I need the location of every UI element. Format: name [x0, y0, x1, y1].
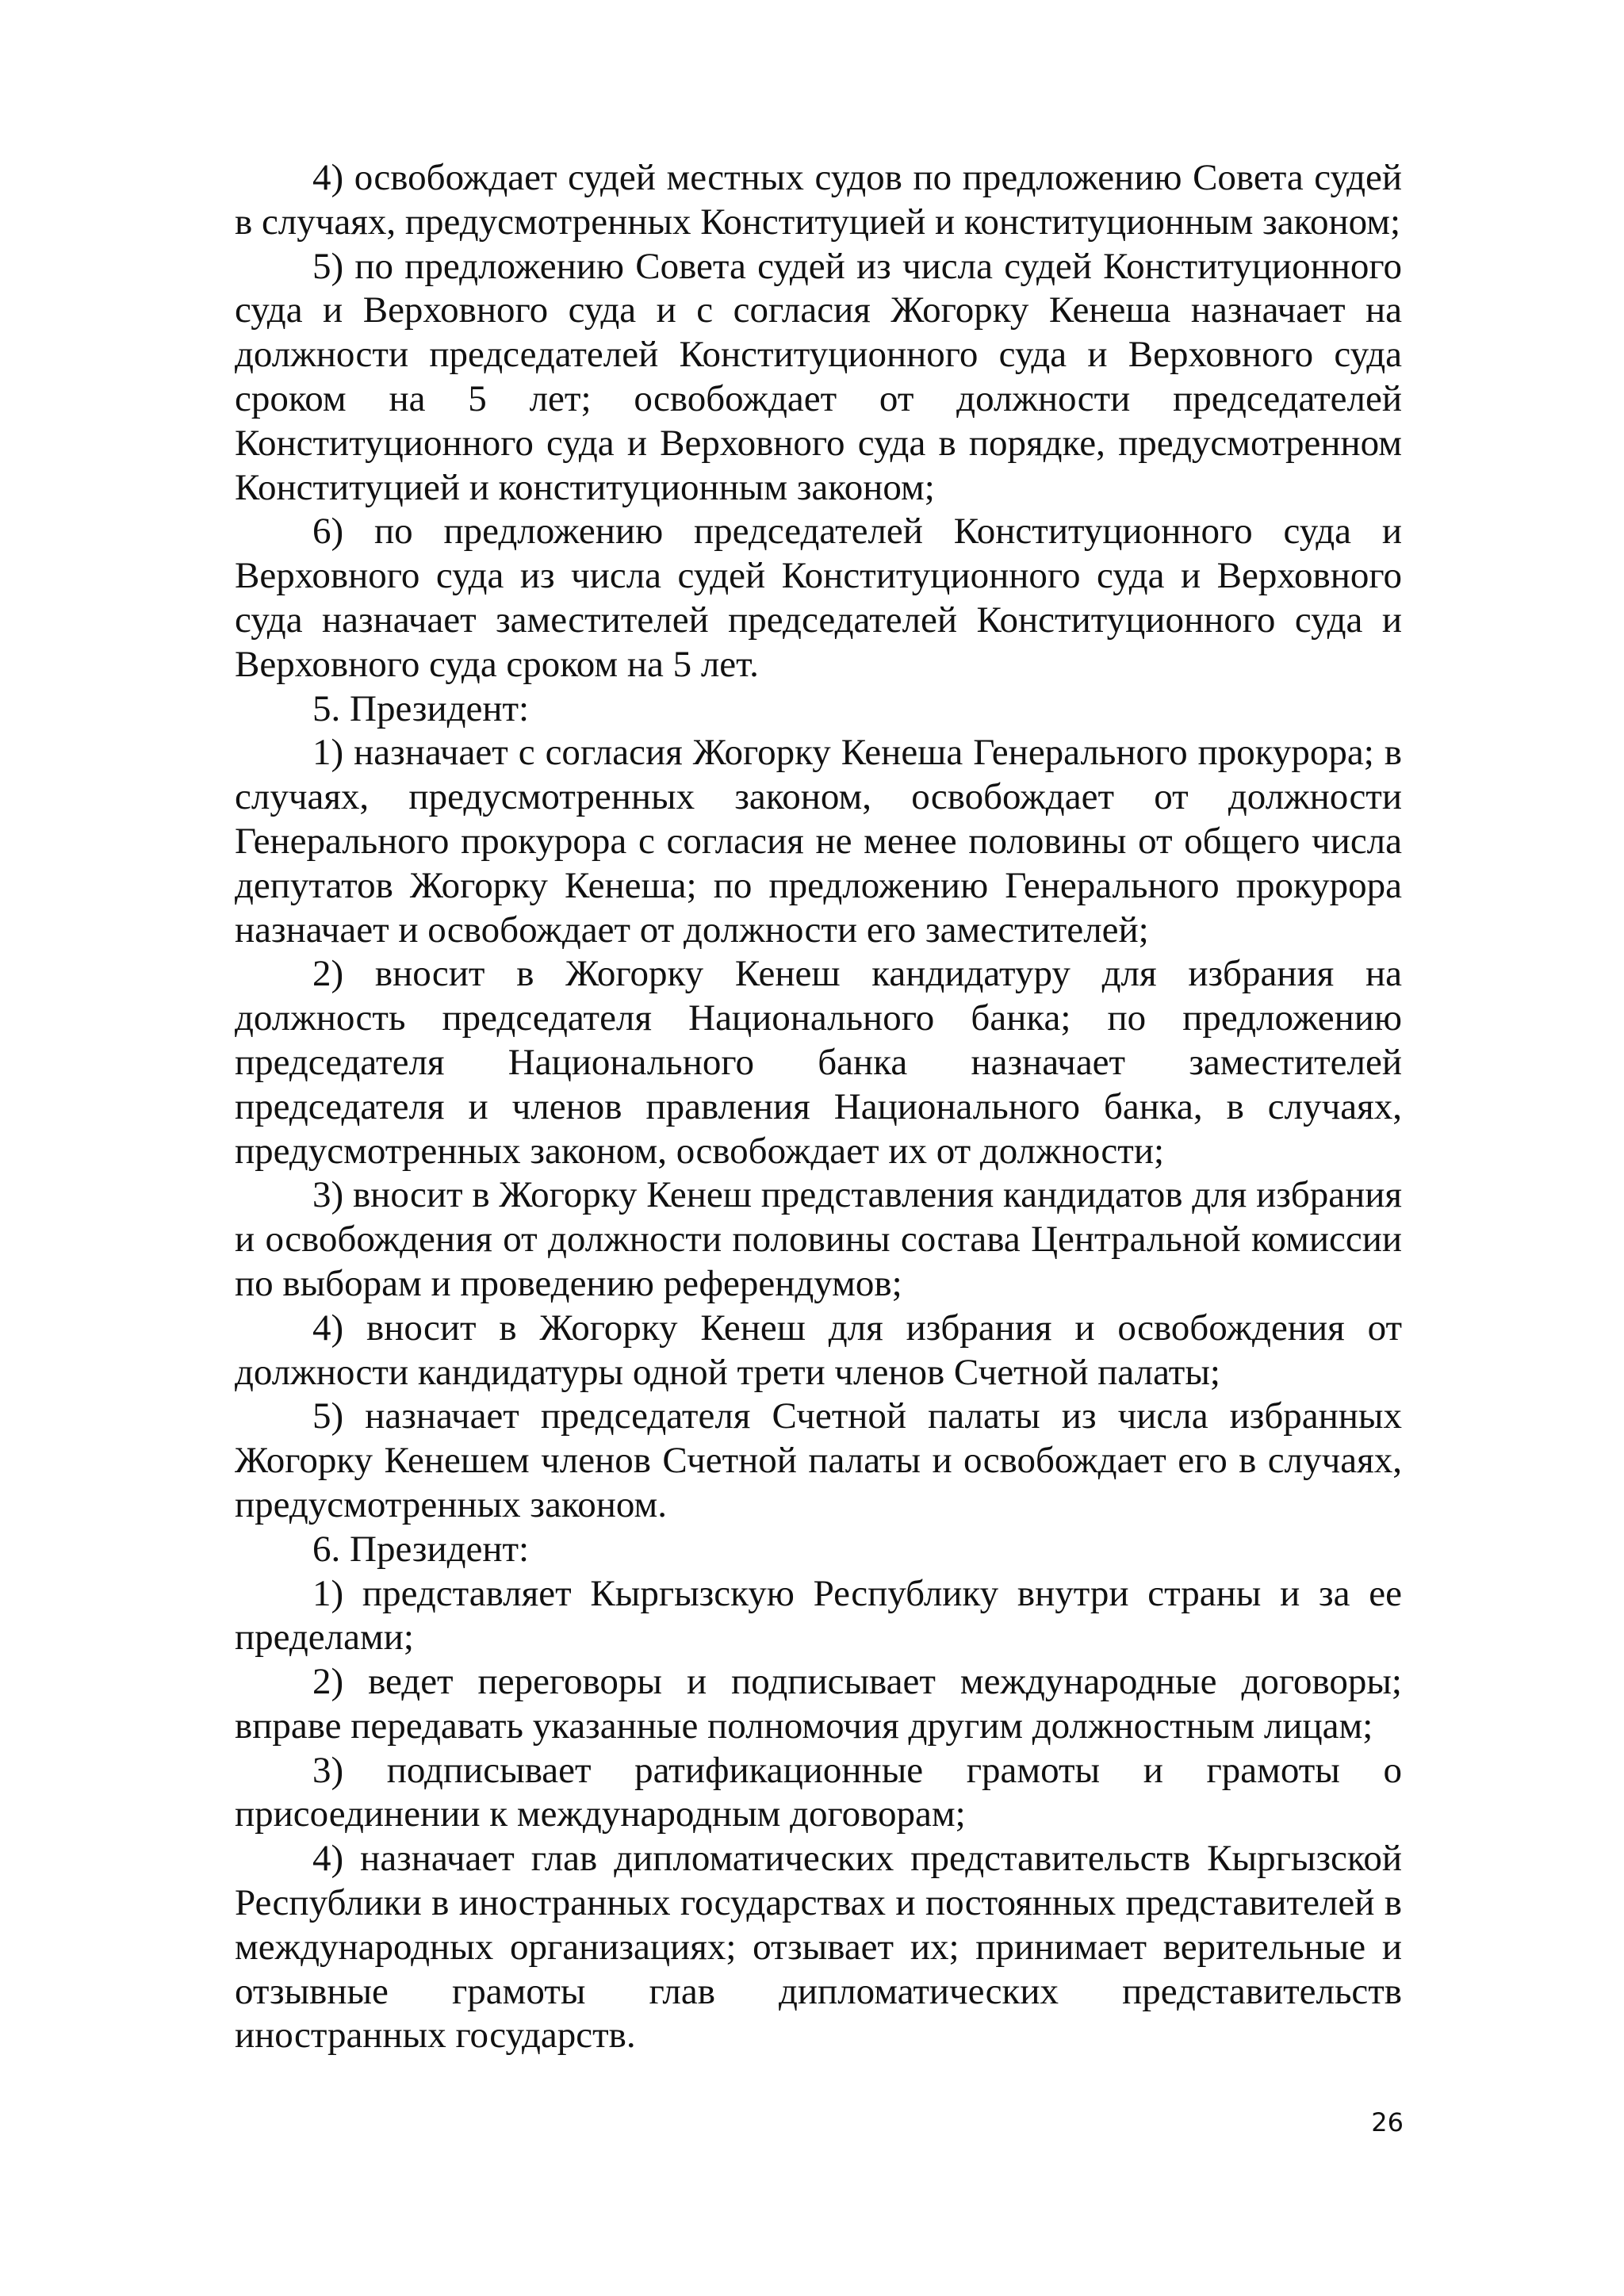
page-number: 26: [1371, 2107, 1404, 2137]
paragraph-3-ratification-instruments: 3) подписывает ратификационные грамоты и грамоты о присоединении к международным договорам;: [235, 1749, 1402, 1835]
paragraph-4-audit-chamber-members: 4) вносит в Жогорку Кенеш для избрания и освобождения от должности кандидатуры одной трети членов Счетной палаты;: [235, 1307, 1402, 1393]
section-6-heading: 6. Президент:: [312, 1528, 530, 1570]
document-body: [235, 156, 1402, 2058]
paragraph-6-appoint-deputy-chairs: 6) по предложению председателей Конституционного суда и Верховного суда из числа судей Конституционного суда и Верховного суда назначает заместителей председателей Конституционного суда и Верховного суда сроком на 5 лет.: [235, 511, 1402, 685]
paragraph-2-national-bank: 2) вносит в Жогорку Кенеш кандидатуру для избрания на должность председателя Национального банка; по предложению председателя Национального банка назначает заместителей председателя и членов правления Национального банка, в случаях, предусмотренных законом, освобождает их от должности;: [235, 953, 1402, 1172]
section-5-heading: 5. Президент:: [312, 687, 530, 729]
paragraph-5-audit-chamber-chair: 5) назначает председателя Счетной палаты из числа избранных Жогорку Кенешем членов Счетной палаты и освобождает его в случаях, предусмотренных законом.: [235, 1395, 1402, 1525]
paragraph-5-appoint-court-chairs: 5) по предложению Совета судей из числа судей Конституционного суда и Верховного суда и с согласия Жогорку Кенеша назначает на должности председателей Конституционного суда и Верховного суда сроком на 5 лет; освобождает от должности председателей Конституционного суда и Верховного суда в порядке, предусмотренном Конституцией и конституционным законом;: [235, 245, 1402, 508]
paragraph-2-negotiations-treaties: 2) ведет переговоры и подписывает международные договоры; вправе передавать указанные полномочия другим должностным лицам;: [235, 1661, 1402, 1747]
paragraph-3-election-commission: 3) вносит в Жогорку Кенеш представления кандидатов для избрания и освобождения от должности половины состава Центральной комиссии по выборам и проведению референдумов;: [235, 1174, 1402, 1304]
paragraph-4-release-local-judges: 4) освобождает судей местных судов по предложению Совета судей в случаях, предусмотренных Конституцией и конституционным законом;: [235, 157, 1402, 243]
paragraph-4-diplomatic-heads: 4) назначает глав дипломатических представительств Кыргызской Республики в иностранных государствах и постоянных представителей в международных организациях; отзывает их; принимает верительные и отзывные грамоты глав дипломатических представительств иностранных государств.: [235, 1838, 1402, 2057]
paragraph-1-represents-republic: 1) представляет Кыргызскую Республику внутри страны и за ее пределами;: [235, 1572, 1402, 1659]
paragraph-1-prosecutor-general: 1) назначает с согласия Жогорку Кенеша Генерального прокурора; в случаях, предусмотренных законом, освобождает от должности Генерального прокурора с согласия не менее половины от общего числа депутатов Жогорку Кенеша; по предложению Генерального прокурора назначает и освобождает от должности его заместителей;: [235, 732, 1402, 951]
